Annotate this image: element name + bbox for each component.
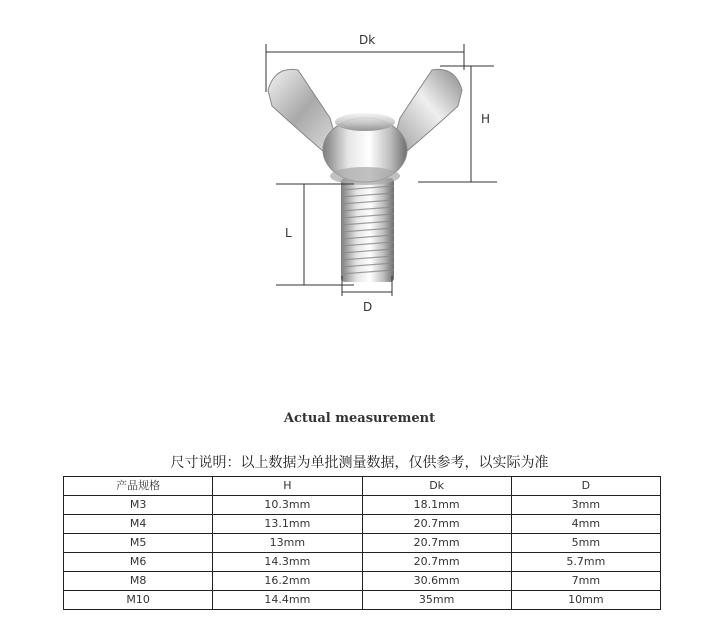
cell-spec: M4 xyxy=(64,515,213,534)
table-row xyxy=(64,496,661,515)
table-row xyxy=(64,534,661,553)
table-row xyxy=(64,515,661,534)
cell-spec: M6 xyxy=(64,553,213,572)
cell-h: 13mm xyxy=(213,534,362,553)
cell-h: 13.1mm xyxy=(213,515,362,534)
cell-d: 3mm xyxy=(511,496,660,515)
header-h: H xyxy=(213,477,362,496)
screw-head xyxy=(323,113,407,185)
header-dk: Dk xyxy=(362,477,511,496)
cell-d: 10mm xyxy=(511,591,660,610)
cell-h: 14.4mm xyxy=(213,591,362,610)
dim-label-l: L xyxy=(285,226,292,240)
dim-label-h: H xyxy=(481,112,491,126)
cell-spec: M5 xyxy=(64,534,213,553)
dim-label-d: D xyxy=(363,300,373,314)
table-row xyxy=(64,591,661,610)
cell-dk: 20.7mm xyxy=(362,515,511,534)
spec-table xyxy=(63,476,661,610)
table-header-row xyxy=(64,477,661,496)
cell-dk: 18.1mm xyxy=(362,496,511,515)
cell-dk: 20.7mm xyxy=(362,534,511,553)
cell-d: 5mm xyxy=(511,534,660,553)
dim-label-dk: Dk xyxy=(359,33,376,47)
cell-dk: 35mm xyxy=(362,591,511,610)
cell-dk: 30.6mm xyxy=(362,572,511,591)
cell-spec: M8 xyxy=(64,572,213,591)
cell-d: 5.7mm xyxy=(511,553,660,572)
cell-h: 10.3mm xyxy=(213,496,362,515)
caption-title: Actual measurement xyxy=(283,411,436,426)
cell-spec: M10 xyxy=(64,591,213,610)
header-spec: 产品规格 xyxy=(64,477,213,496)
table-row xyxy=(64,553,661,572)
cell-dk: 20.7mm xyxy=(362,553,511,572)
header-d: D xyxy=(511,477,660,496)
measurement-note: 尺寸说明：以上数据为单批测量数据，仅供参考，以实际为准 xyxy=(170,455,549,471)
cell-spec: M3 xyxy=(64,496,213,515)
cell-d: 7mm xyxy=(511,572,660,591)
cell-h: 16.2mm xyxy=(213,572,362,591)
cell-d: 4mm xyxy=(511,515,660,534)
cell-h: 14.3mm xyxy=(213,553,362,572)
threaded-shaft xyxy=(341,178,394,282)
table-row xyxy=(64,572,661,591)
